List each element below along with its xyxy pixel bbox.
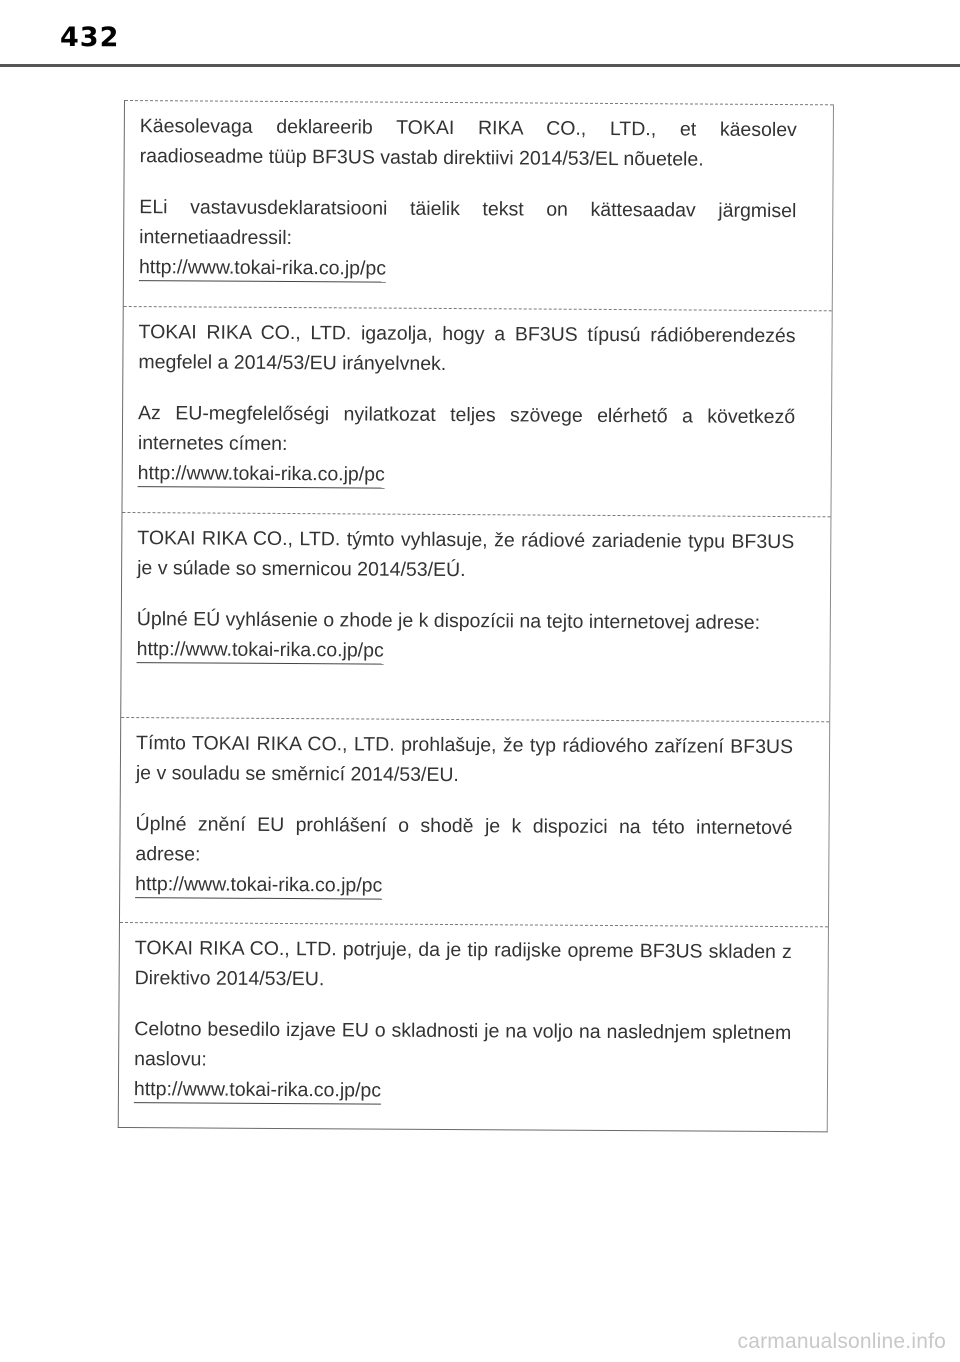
- declaration-url[interactable]: http://www.tokai-rika.co.jp/pc: [137, 636, 384, 665]
- section-czech: [120, 717, 829, 926]
- declaration-text: TOKAI RIKA CO., LTD. týmto vyhlasuje, že rádiové zariadenie typu BF3US je v súlade so smernicou 2014/53/EÚ.: [137, 527, 795, 582]
- header-rule: [0, 64, 960, 67]
- section-slovak: [121, 512, 830, 721]
- section-slovenian: [119, 922, 828, 1131]
- declaration-url[interactable]: http://www.tokai-rika.co.jp/pc: [135, 871, 382, 900]
- section-hungarian: [122, 306, 831, 516]
- declaration-url[interactable]: http://www.tokai-rika.co.jp/pc: [139, 254, 386, 283]
- page-number: 432: [60, 22, 120, 53]
- declaration-text: TOKAI RIKA CO., LTD. igazolja, hogy a BF3US típusú rádióberendezés megfelel a 2014/53/EU irányelvnek.: [138, 321, 796, 375]
- full-text-notice: ELi vastavusdeklaratsiooni täielik tekst on kättesaadav järgmisel internetiaadressil:: [139, 196, 797, 250]
- section-estonian: [124, 100, 833, 310]
- declaration-url[interactable]: http://www.tokai-rika.co.jp/pc: [134, 1076, 381, 1105]
- full-text-notice: Celotno besedilo izjave EU o skladnosti je na voljo na naslednjem spletnem naslovu:: [134, 1018, 792, 1071]
- watermark: carmanualsonline.info: [737, 1330, 946, 1353]
- declaration-text: Tímto TOKAI RIKA CO., LTD. prohlašuje, že typ rádiového zařízení BF3US je v souladu se směrnicí 2014/53/EU.: [135, 732, 794, 787]
- full-text-notice: Úplné znění EU prohlášení o shodě je k dispozici na této internetové adrese:: [135, 813, 793, 866]
- declaration-url[interactable]: http://www.tokai-rika.co.jp/pc: [138, 460, 385, 489]
- declaration-text: TOKAI RIKA CO., LTD. potrjuje, da je tip radijske opreme BF3US skladen z Direktivo 2014/53/EU.: [134, 937, 792, 991]
- full-text-notice: Az EU-megfelelőségi nyilatkozat teljes szövege elérhető a következő internetes címen:: [137, 402, 796, 456]
- declaration-text: Käesolevaga deklareerib TOKAI RIKA CO., LTD., et käesolev raadioseadme tüüp BF3US vastab direktiivi 2014/53/EL nõuetele.: [139, 115, 797, 171]
- declaration-box: [118, 100, 834, 1132]
- full-text-notice: Úplné EÚ vyhlásenie o zhode je k dispozícii na tejto internetovej adrese:: [136, 608, 761, 634]
